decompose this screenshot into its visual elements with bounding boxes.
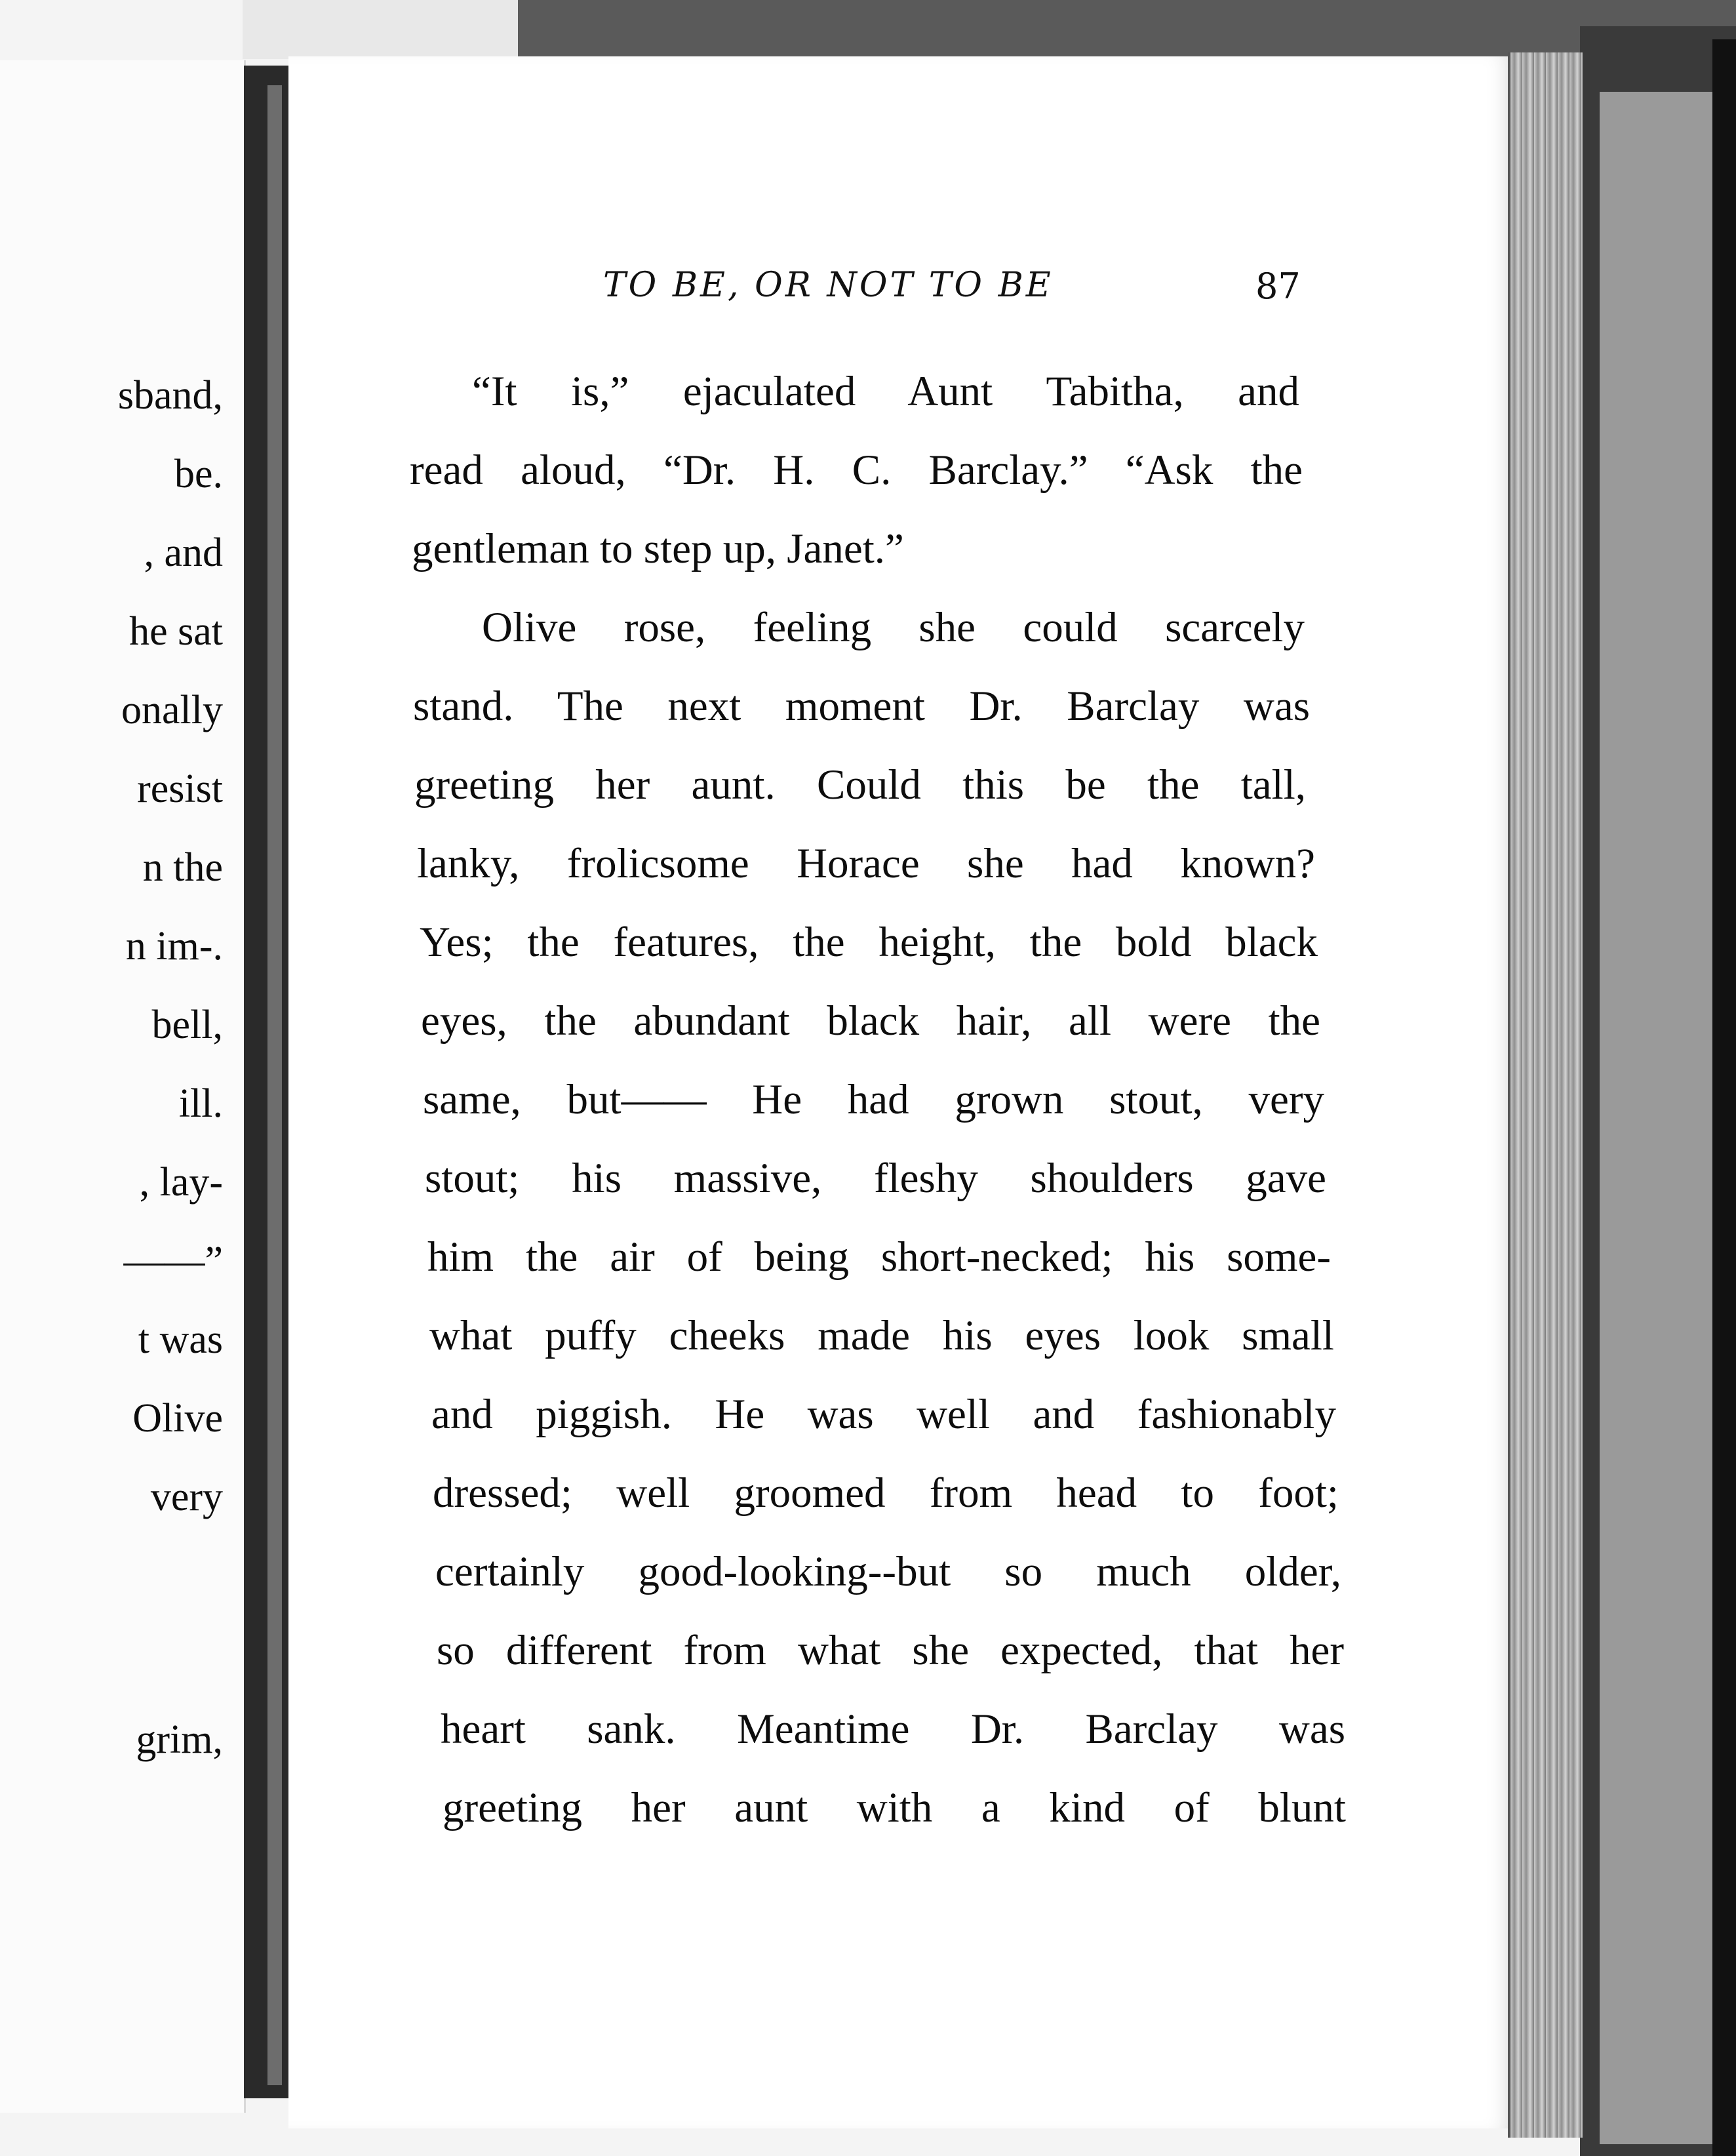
left-page-line: , and — [144, 530, 223, 575]
page-block-edges — [1508, 52, 1583, 2138]
body-line: greeting her aunt. Could this be the tall, — [414, 761, 1306, 808]
body-line: read aloud, “Dr. H. C. Barclay.” “Ask the — [410, 447, 1303, 494]
body-line: so different from what she expected, that her — [437, 1627, 1344, 1674]
body-line: certainly good-looking--but so much older, — [435, 1548, 1341, 1595]
body-line: dressed; well groomed from head to foot; — [433, 1469, 1339, 1517]
previous-page — [0, 60, 246, 2113]
left-page-line: Olive — [132, 1396, 223, 1441]
left-page-line: ill. — [178, 1081, 223, 1126]
body-line: heart sank. Meantime Dr. Barclay was — [441, 1706, 1345, 1753]
scanner-top-margin — [243, 0, 524, 59]
left-page-line: he sat — [129, 609, 223, 654]
body-line: and piggish. He was well and fashionably — [431, 1391, 1336, 1438]
left-page-line: onally — [121, 688, 223, 732]
scanner-right-edge — [1712, 39, 1736, 2156]
body-line: stout; his massive, fleshy shoulders gave — [425, 1155, 1326, 1202]
book-gutter — [244, 66, 290, 2098]
body-line: what puffy cheeks made his eyes look small — [429, 1312, 1334, 1359]
body-line: lanky, frolicsome Horace she had known? — [417, 840, 1315, 887]
left-page-line: t was — [138, 1317, 223, 1362]
left-page-line: n the — [142, 845, 223, 890]
left-page-line: , lay- — [139, 1160, 223, 1205]
left-page-line: be. — [174, 452, 223, 496]
book-gutter-highlight — [267, 85, 282, 2085]
body-line: Olive rose, feeling she could scarcely — [482, 604, 1305, 651]
body-line: greeting her aunt with a kind of blunt — [443, 1784, 1346, 1831]
left-page-line: resist — [137, 767, 223, 811]
book-cover-board — [1600, 92, 1714, 2144]
left-page-line: grim, — [136, 1717, 223, 1762]
body-line: eyes, the abundant black hair, all were the — [421, 997, 1320, 1045]
body-line: gentleman to step up, Janet.” — [412, 525, 904, 572]
left-page-line: sband, — [117, 373, 223, 418]
left-page-line: n im-. — [125, 924, 223, 968]
body-line: Yes; the features, the height, the bold black — [420, 919, 1318, 966]
left-page-line: very — [150, 1475, 223, 1519]
running-header: TO BE, OR NOT TO BE — [603, 266, 1054, 305]
left-page-line: bell, — [151, 1003, 223, 1047]
page-number: 87 — [1255, 266, 1301, 307]
left-page-line: ——” — [123, 1239, 223, 1283]
body-line: him the air of being short-necked; his some- — [427, 1233, 1331, 1281]
body-line: stand. The next moment Dr. Barclay was — [413, 683, 1310, 730]
body-line: “It is,” ejaculated Aunt Tabitha, and — [472, 368, 1299, 415]
body-line: same, but—— He had grown stout, very — [423, 1076, 1324, 1123]
